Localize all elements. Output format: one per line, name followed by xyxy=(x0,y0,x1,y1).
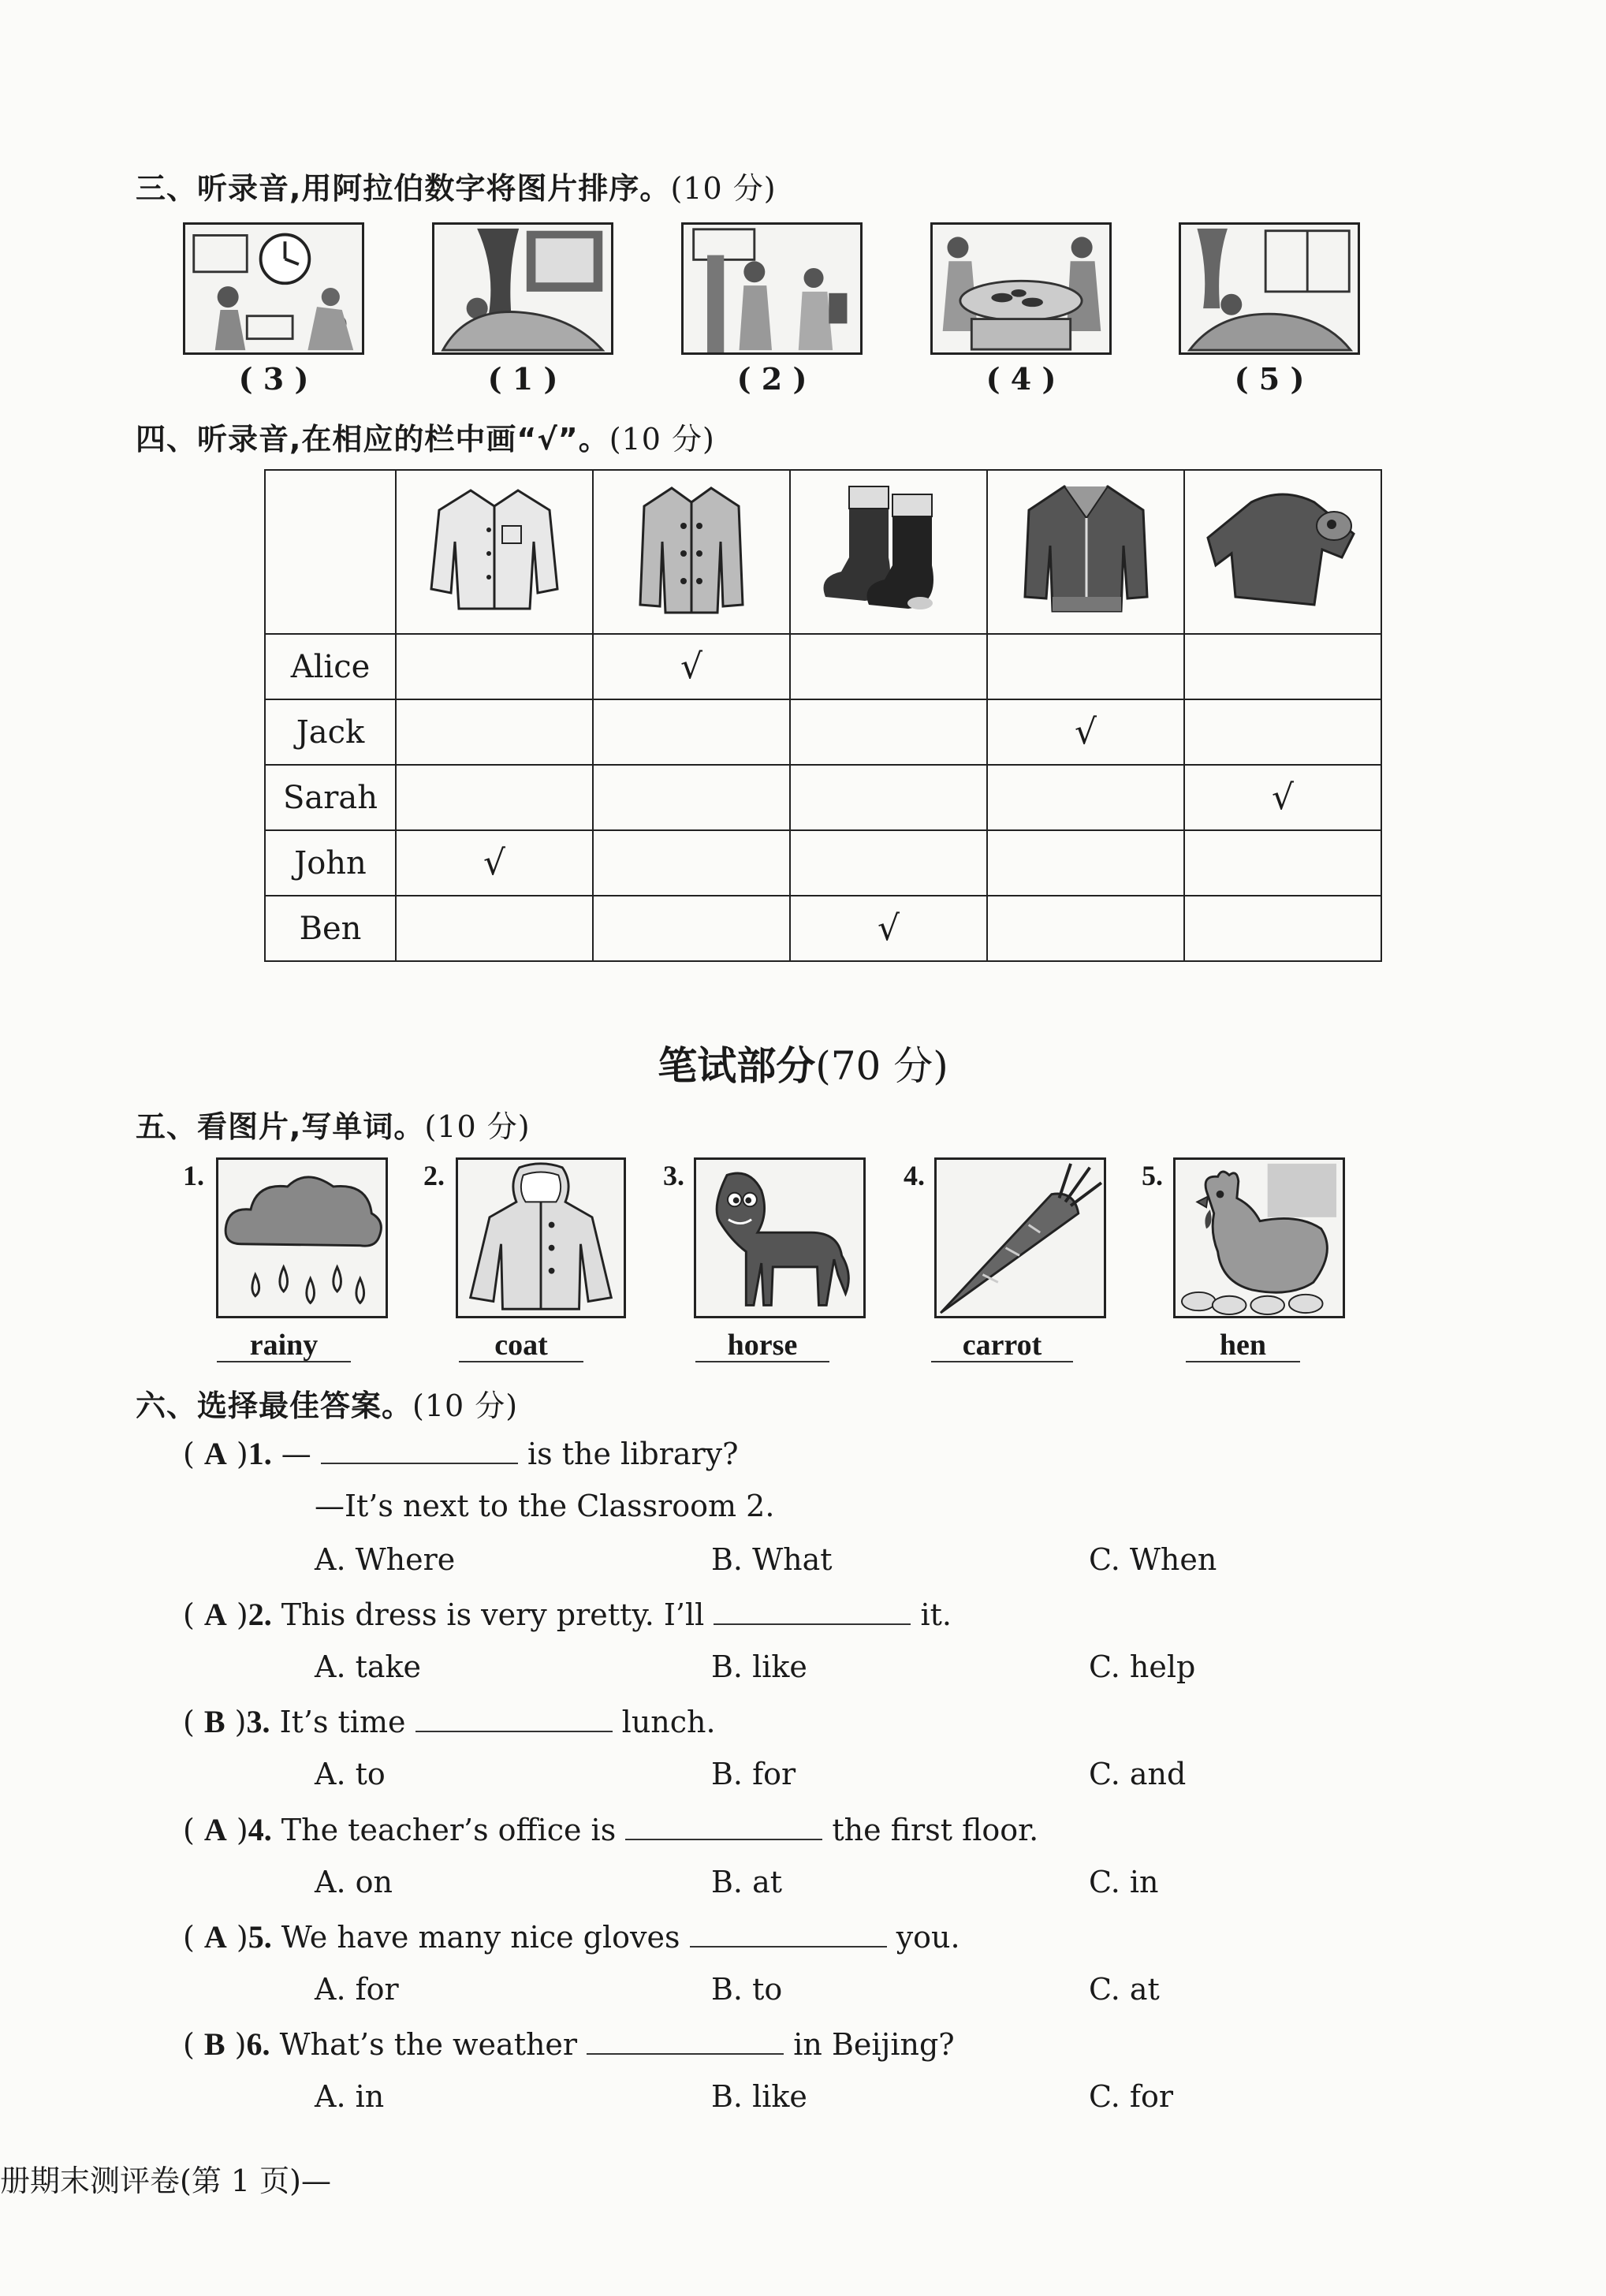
part4-title: 四、听录音,在相应的栏中画“√”。 xyxy=(136,422,609,457)
row-name: Ben xyxy=(265,896,396,961)
jacket-icon xyxy=(987,470,1184,634)
check-cell: √ xyxy=(593,634,790,699)
check-cell xyxy=(1184,896,1381,961)
word-answer-4: carrot xyxy=(931,1329,1073,1362)
table-header-row xyxy=(265,470,1381,634)
question-3-answer: B xyxy=(203,1704,225,1739)
question-5-pre: We have many nice gloves xyxy=(281,1920,680,1955)
check-cell xyxy=(790,765,987,830)
rain-cloud-icon xyxy=(216,1157,388,1318)
question-2-post: it. xyxy=(920,1597,952,1632)
check-cell xyxy=(1184,830,1381,896)
check-cell xyxy=(1184,699,1381,765)
table-row xyxy=(265,765,1381,830)
option-3a: A. to xyxy=(315,1757,386,1791)
check-cell xyxy=(593,765,790,830)
written-points: (70 分) xyxy=(815,1043,948,1089)
part5-heading xyxy=(136,1102,531,1146)
check-cell: √ xyxy=(790,896,987,961)
family-dinner-picture xyxy=(930,222,1112,355)
table-row xyxy=(265,830,1381,896)
option-1a: A. Where xyxy=(315,1542,456,1577)
coat-icon xyxy=(593,470,790,634)
question-5-post: you. xyxy=(896,1920,960,1955)
order-answer-4: ( 4 ) xyxy=(986,361,1056,397)
order-answer-5: ( 5 ) xyxy=(1234,361,1305,397)
check-cell xyxy=(987,896,1184,961)
question-6-pre: What’s the weather xyxy=(279,2027,578,2062)
classroom-clock-picture xyxy=(183,222,364,355)
question-1: ( A )1. — is the library? xyxy=(183,1436,739,1471)
check-cell: √ xyxy=(1184,765,1381,830)
horse-icon xyxy=(694,1157,866,1318)
carrot-icon xyxy=(934,1157,1106,1318)
table-row xyxy=(265,699,1381,765)
option-4b: B. at xyxy=(711,1865,783,1899)
word-answer-1: rainy xyxy=(217,1329,351,1362)
option-2b: B. like xyxy=(711,1649,807,1684)
row-name: Alice xyxy=(265,634,396,699)
question-4-number: 4. xyxy=(248,1812,272,1847)
option-6c: C. for xyxy=(1089,2079,1173,2114)
question-4: ( A )4. The teacher’s office is the first floor. xyxy=(183,1812,1039,1847)
option-5a: A. for xyxy=(315,1972,399,2007)
check-cell: √ xyxy=(987,699,1184,765)
morning-bedroom-picture xyxy=(432,222,613,355)
option-6b: B. like xyxy=(711,2079,807,2114)
written-section-title xyxy=(0,1034,1606,1091)
order-answer-2: ( 1 ) xyxy=(487,361,558,397)
part5-points: (10 分) xyxy=(424,1109,531,1144)
row-name: Jack xyxy=(265,699,396,765)
check-cell xyxy=(790,634,987,699)
check-cell xyxy=(790,699,987,765)
question-6-post: in Beijing? xyxy=(793,2027,955,2062)
question-4-answer: A xyxy=(203,1812,227,1847)
socks-icon xyxy=(790,470,987,634)
word-number-2: 2. xyxy=(423,1160,445,1191)
hen-icon xyxy=(1173,1157,1345,1318)
word-number-3: 3. xyxy=(663,1160,684,1191)
option-5b: B. to xyxy=(711,1972,783,2007)
shirt-icon xyxy=(396,470,593,634)
part6-points: (10 分) xyxy=(412,1388,519,1423)
raincoat-icon xyxy=(456,1157,626,1318)
question-1-answer: A xyxy=(203,1436,227,1471)
question-2-answer: A xyxy=(203,1597,227,1632)
option-2a: A. take xyxy=(315,1649,422,1684)
option-1c: C. When xyxy=(1089,1542,1217,1577)
answer-blank xyxy=(321,1439,518,1464)
question-4-pre: The teacher’s office is xyxy=(281,1813,617,1847)
question-2: ( A )2. This dress is very pretty. I’ll it. xyxy=(183,1597,952,1632)
answer-blank xyxy=(714,1600,911,1625)
part5-title: 五、看图片,写单词。 xyxy=(136,1109,425,1144)
question-6: ( B )6. What’s the weather in Beijing? xyxy=(183,2026,955,2062)
order-answer-1: ( 3 ) xyxy=(238,361,309,397)
question-6-answer: B xyxy=(203,2026,225,2062)
check-cell: √ xyxy=(396,830,593,896)
question-4-post: the first floor. xyxy=(832,1813,1039,1847)
question-3-post: lunch. xyxy=(621,1705,716,1739)
question-1-pre: — xyxy=(281,1437,311,1471)
option-5c: C. at xyxy=(1089,1972,1160,2007)
option-2c: C. help xyxy=(1089,1649,1196,1684)
check-cell xyxy=(593,896,790,961)
answer-blank xyxy=(625,1815,822,1840)
question-3: ( B )3. It’s time lunch. xyxy=(183,1704,716,1739)
question-5: ( A )5. We have many nice gloves you. xyxy=(183,1919,960,1955)
row-name: Sarah xyxy=(265,765,396,830)
option-3c: C. and xyxy=(1089,1757,1187,1791)
going-to-school-picture xyxy=(681,222,863,355)
part6-title: 六、选择最佳答案。 xyxy=(136,1388,413,1423)
check-cell xyxy=(593,830,790,896)
check-cell xyxy=(396,765,593,830)
part3-title: 三、听录音,用阿拉伯数字将图片排序。 xyxy=(136,171,671,206)
question-5-answer: A xyxy=(203,1919,227,1955)
check-cell xyxy=(1184,634,1381,699)
word-answer-3: horse xyxy=(695,1329,829,1362)
sleeping-in-bed-picture xyxy=(1179,222,1360,355)
question-3-pre: It’s time xyxy=(279,1705,406,1739)
option-3b: B. for xyxy=(711,1757,796,1791)
part6-heading xyxy=(136,1381,518,1425)
option-6a: A. in xyxy=(315,2079,385,2114)
question-2-pre: This dress is very pretty. I’ll xyxy=(281,1597,705,1632)
check-cell xyxy=(593,699,790,765)
table-row xyxy=(265,634,1381,699)
part3-heading xyxy=(136,164,777,207)
check-cell xyxy=(987,765,1184,830)
option-1b: B. What xyxy=(711,1542,833,1577)
order-answer-3: ( 2 ) xyxy=(736,361,807,397)
word-answer-5: hen xyxy=(1186,1329,1300,1362)
clothes-check-table xyxy=(264,469,1382,962)
part4-heading xyxy=(136,415,715,458)
page-footer: 册期末测评卷(第 1 页)— xyxy=(0,2164,331,2198)
word-number-4: 4. xyxy=(904,1160,925,1191)
part3-points: (10 分) xyxy=(670,171,777,206)
question-2-number: 2. xyxy=(248,1597,272,1632)
question-1-reply: —It’s next to the Classroom 2. xyxy=(315,1489,775,1523)
sweater-icon xyxy=(1184,470,1381,634)
word-number-1: 1. xyxy=(183,1160,204,1191)
written-title: 笔试部分 xyxy=(658,1043,816,1089)
check-cell xyxy=(396,896,593,961)
check-cell xyxy=(396,699,593,765)
check-cell xyxy=(987,830,1184,896)
word-number-5: 5. xyxy=(1142,1160,1163,1191)
answer-blank xyxy=(690,1922,887,1948)
table-corner-cell xyxy=(265,470,396,634)
option-4a: A. on xyxy=(315,1865,393,1899)
question-5-number: 5. xyxy=(248,1919,272,1955)
question-1-number: 1. xyxy=(248,1436,272,1471)
check-cell xyxy=(396,634,593,699)
question-3-number: 3. xyxy=(246,1704,270,1739)
question-6-number: 6. xyxy=(246,2026,270,2062)
check-cell xyxy=(790,830,987,896)
option-4c: C. in xyxy=(1089,1865,1159,1899)
word-answer-2: coat xyxy=(459,1329,583,1362)
part4-points: (10 分) xyxy=(609,422,715,457)
check-cell xyxy=(987,634,1184,699)
answer-blank xyxy=(587,2030,784,2055)
answer-blank xyxy=(415,1707,613,1732)
table-row xyxy=(265,896,1381,961)
question-1-post: is the library? xyxy=(527,1437,739,1471)
row-name: John xyxy=(265,830,396,896)
